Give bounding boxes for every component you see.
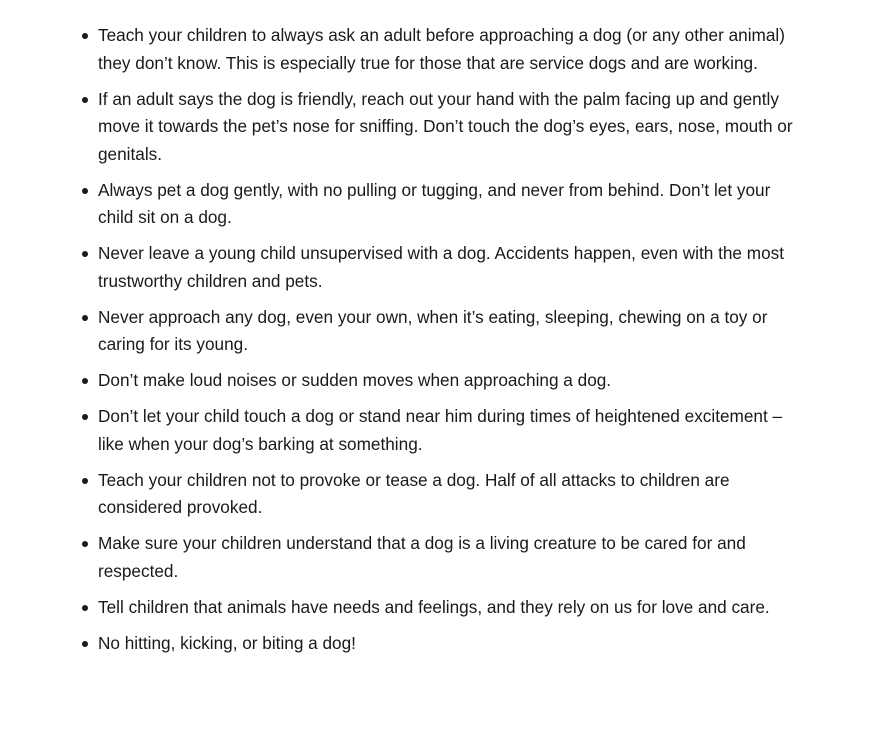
- list-item-text: Make sure your children understand that a dog is a living creature to be cared for and respected.: [98, 533, 746, 581]
- list-item-text: Don’t make loud noises or sudden moves when approaching a dog.: [98, 370, 612, 390]
- list-item-text: Don’t let your child touch a dog or stand near him during times of heightened excitement – like when your dog’s barking at something.: [98, 406, 783, 454]
- bullet-icon: [82, 478, 88, 484]
- bullet-icon: [82, 541, 88, 547]
- list-item: [98, 86, 798, 169]
- bullet-icon: [82, 251, 88, 257]
- list-item: [98, 177, 798, 232]
- bullet-icon: [82, 605, 88, 611]
- list-item: [98, 594, 798, 622]
- list-item-text: Always pet a dog gently, with no pulling or tugging, and never from behind. Don’t let your child sit on a dog.: [98, 179, 771, 227]
- list-item: [98, 467, 798, 522]
- list-item-text: If an adult says the dog is friendly, reach out your hand with the palm facing up and gently move it towards the pet’s nose for sniffing. Don’t touch the dog’s eyes, ears, nose, mouth or genitals.: [98, 88, 793, 164]
- list-item: [98, 240, 798, 295]
- list-item: [98, 304, 798, 359]
- bullet-icon: [82, 97, 88, 103]
- list-item-text: Teach your children not to provoke or tease a dog. Half of all attacks to children are considered provoked.: [98, 469, 730, 517]
- bullet-icon: [82, 378, 88, 384]
- list-item: [98, 367, 798, 395]
- list-item-text: Never approach any dog, even your own, when it’s eating, sleeping, chewing on a toy or caring for its young.: [98, 306, 768, 354]
- list-item-text: No hitting, kicking, or biting a dog!: [98, 632, 356, 653]
- list-item: [98, 403, 798, 458]
- article-content: [0, 22, 874, 666]
- list-item: [98, 530, 798, 585]
- dog-safety-tips-list: [0, 22, 798, 657]
- bullet-icon: [82, 315, 88, 321]
- bullet-icon: [82, 641, 88, 647]
- bullet-icon: [82, 33, 88, 39]
- bullet-icon: [82, 188, 88, 194]
- list-item-text: Teach your children to always ask an adult before approaching a dog (or any other animal) they don’t know. This is especially true for those that are service dogs and are working.: [98, 25, 785, 73]
- list-item-text: Tell children that animals have needs and feelings, and they rely on us for love and care.: [98, 596, 770, 617]
- list-item-text: Never leave a young child unsupervised with a dog. Accidents happen, even with the most trustworthy children and pets.: [98, 243, 785, 291]
- bullet-icon: [82, 414, 88, 420]
- list-item: [98, 630, 798, 658]
- list-item: [98, 22, 798, 77]
